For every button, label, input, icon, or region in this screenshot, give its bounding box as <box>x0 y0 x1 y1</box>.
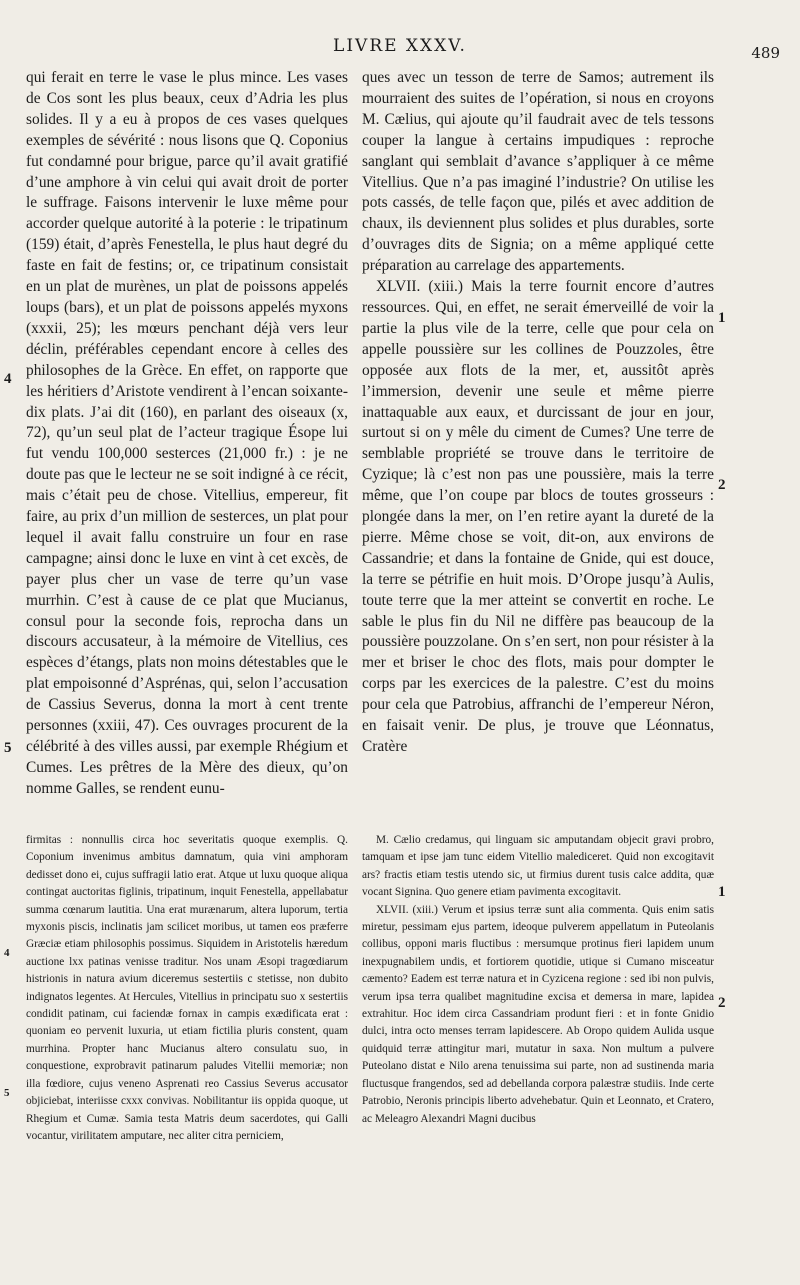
page-number: 489 <box>751 44 780 62</box>
paragraph: ques avec un tesson de terre de Samos; autrement ils mourraient des suites de l’opération, si nous en croyons M. Cælius, qui ajoute qu’il faudrait avec de tels tessons couper la langue à certains impudiques : reproche sanglant qui semblait d’avance s’appliquer à ce même Vitellius. Que n’a pas imaginé l’industrie? On utilise les pots cassés, de telle façon que, pilés et avec addition de chaux, ils deviennent plus solides et plus durables, sorte d’ouvrages dits de Signia; on a même appliqué cette préparation au carrelage des appartements. <box>362 69 714 275</box>
footnote-margin-number: 1 <box>718 884 726 900</box>
paragraph: qui ferait en terre le vase le plus mince. Les vases de Cos sont les plus beaux, ceux d’Adria les plus solides. Il y a eu à propos de ces vases quelques exemples de sévérité : nous lisons que Q. Coponius fut condamné pour brigue, parce qu’il avait gratifié d’une amphore à vin celui qui avait droit de porter le suffrage. Faisons intervenir le luxe même pour accorder quelque autorité à la poterie : le tripatinum (159) était, d’après Fenestella, le plus haut degré du faste en fait de festins; or, ce tripatinum consistait en un plat de murènes, un plat de poissons appelés loups (bars), et un plat de poissons appelés myxons (xxxii, 25); les mœurs penchant déjà vers leur déclin, préférables cependant encore à celles des philosophes de la Grèce. En effet, on rapporte que les héritiers d’Aristote vendirent à l’encan soixante-dix plats. J’ai dit (160), en parlant des oiseaux (x, 72), qu’un seul plat de l’acteur tragique Ésope lui fut vendu 100,000 sesterces (21,000 fr.) : je ne doute pas que le lecteur ne se soit indigné à ce récit, mais c’était peu de chose. Vitellius, empereur, fit faire, au prix d’un million de sesterces, un plat pour lequel il avait fallu construire un four en rase campagne; ainsi donc le luxe en vint à cet excès, de payer plus cher un vase de terre qu’un vase murrhin. C’est à cause de ce plat que Mucianus, consul pour la seconde fois, reprocha dans un discours accusateur, à la mémoire de Vitellius, ces espèces d’étangs, plats non moins détestables que le plat empoisonné d’Asprénas, qui, selon l’accusation de Cassius Severus, donna la mort à cent trente personnes (xxiii, 47). Ces ouvrages procurent de la célébrité à des villes aussi, par exemple Rhégium et Cumes. Les prêtres de la Mère des dieux, qu’on nomme Galles, se rendent eunu- <box>26 69 348 797</box>
footnote-margin-number: 5 <box>4 1087 10 1099</box>
running-title: LIVRE XXXV. <box>333 36 467 56</box>
paragraph: XLVII. (xiii.) Mais la terre fournit encore d’autres ressources. Qui, en effet, ne serait émerveillé de voir la partie la plus vile de la terre, celle que pour cela on appelle poussière sur les collines de Pouzzoles, être opposée aux flots de la mer, et, aussitôt après l’immersion, devenir une seule et même pierre inattaquable aux eaux, et durcissant de jour en jour, surtout si on y mêle du ciment de Cumes? Une terre de semblable propriété se trouve dans le territoire de Cyzique; là c’est non pas une poussière, mais la terre même, que l’on coupe par blocs de toutes grosseurs : plongée dans la mer, on l’en retire ayant la dureté de la pierre. Même chose se voit, dit-on, aux environs de Cassandrie; et dans la fontaine de Gnide, qui est douce, la terre se pétrifie en huit mois. D’Orope jusqu’à Aulis, toute terre que la mer atteint se convertit en roche. Le sable le plus fin du Nil ne diffère pas beaucoup de la poussière pouzzolane. On s’en sert, non pour résister à la mer et briser le choc des flots, mais pour dompter le corps par les exercices de la palestre. C’est du moins pour cela que Patrobius, affranchi de l’empereur Néron, en faisait venir. De plus, je trouve que Léonnatus, Cratère <box>362 278 714 755</box>
main-text-right-column <box>362 68 714 758</box>
footnote-right-column <box>362 832 714 1128</box>
footnote-paragraph: firmitas : nonnullis circa hoc severitatis quoque exemplis. Q. Coponium invenimus ambitus damnatum, quia vini amphoram dedisset dono ei, cujus suffragii latio erat. Atque ut luxu quoque aliqua contingat auctoritas figlinis, tripatinum, inquit Fenestella, appellabatur summa cœnarum lautitia. Una erat murænarum, altera luporum, tertia myxonis piscis, inclinatis jam scilicet moribus, ut tamen eos præferre Græciæ etiam philosophis possimus. Siquidem in Aristotelis hæredum auctione lxx patinas venisse traditur. Nos unam Æsopi tragœdiarum histrionis in natura avium diceremus sestertiis c stetisse, non dubito indignatos legentes. At Hercules, Vitellius in principatu suo x sestertiis condidit patinam, cui faciendæ fornax in campis exædificata erat : quoniam eo pervenit luxuria, ut etiam fictilia pluris constent, quam murrhina. Propter hanc Mucianus altero consulatu suo, in conquestione, exprobravit patinarum paludes Vitellii memoriæ; non illa fœdiore, cujus veneno Asprenati reo Cassius Severus accusator objiciebat, interiisse cxxx convivas. Nobilitantur iis oppida quoque, ut Rhegium et Cumæ. Samia testa Matris deum sacerdotes, qui Galli vocantur, virilitatem amputare, nec aliter citra perniciem, <box>26 834 348 1142</box>
footnote-paragraph: XLVII. (xiii.) Verum et ipsius terræ sunt alia commenta. Quis enim satis miretur, pessimam ejus partem, ideoque pulverem appellatum in Puteolanis collibus, opponi maris fluctibus : mersumque protinus fieri lapidem unum inexpugnabilem undis, et fortiorem quotidie, utique si Cumano misceatur cæmento? Eadem est terræ natura et in Cyzicena regione : sed ibi non pulvis, verum ipsa terra qualibet magnitudine excisa et demersa in mare, lapidea extrahitur. Hoc idem circa Cassandriam produnt fieri : et in fonte Gnidio dulci, intra octo menses terram lapidescere. Ab Oropo quidem Aulida usque quidquid terræ attingitur mari, mutatur in saxa. Non multum a pulvere Puteolano distat e Nilo arena tenuissima sui parte, non ad sustinenda maria fluctusque frangendos, sed ad debellanda corpora palæstræ studiis. Inde certe Patrobio, Neronis principis liberto advehebatur. Quin et Leonnato, et Cratero, ac Meleagro Alexandri Magni ducibus <box>362 903 714 1125</box>
footnote-margin-number: 2 <box>718 995 726 1011</box>
margin-section-number: 2 <box>718 477 726 493</box>
margin-section-number: 5 <box>4 740 12 756</box>
main-text-left-column <box>26 68 348 800</box>
margin-section-number: 1 <box>718 310 726 326</box>
footnote-left-column <box>26 832 348 1145</box>
footnote-paragraph: M. Cælio credamus, qui linguam sic amputandam objecit gravi probro, tamquam et ipse jam tunc eidem Vitellio malediceret. Quid non excogitavit ars? fractis etiam testis utendo sic, ut firmius durent tusis calce addita, quæ vocant Signina. Quo genere etiam pavimenta excogitavit. <box>362 834 714 899</box>
margin-section-number: 4 <box>4 371 12 387</box>
footnote-margin-number: 4 <box>4 947 10 959</box>
